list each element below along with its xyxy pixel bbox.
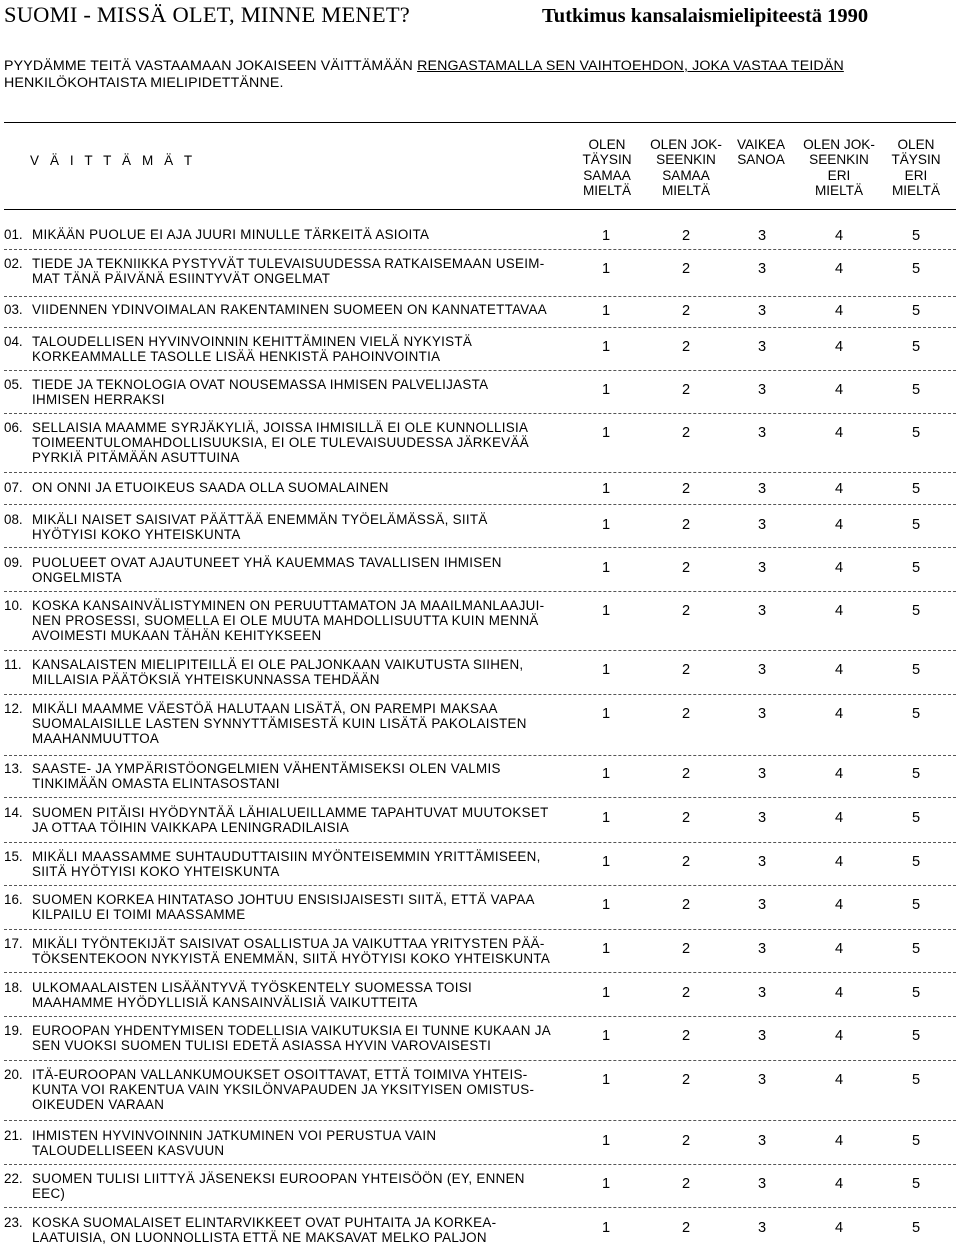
statement-text-line: EEC) [32,1186,66,1202]
answer-option-4[interactable]: 4 [834,517,844,533]
statement-text [32,377,572,407]
answer-option-3[interactable]: 3 [757,1176,767,1192]
answer-option-1[interactable]: 1 [601,228,611,244]
statement-text-line: SUOMEN KORKEA HINTATASO JOHTUU ENSISIJAISESTI SIITÄ, ETTÄ VAPAA [32,892,535,907]
answer-option-4[interactable]: 4 [834,766,844,782]
answer-option-5[interactable]: 5 [911,985,921,1001]
answer-option-2[interactable]: 2 [681,810,691,826]
answer-option-3[interactable]: 3 [757,1220,767,1236]
answer-option-5[interactable]: 5 [911,517,921,533]
statement-number: 20. [4,1067,23,1082]
answer-option-1[interactable]: 1 [601,339,611,355]
row-divider [4,755,956,756]
row-divider [4,472,956,473]
answer-option-4[interactable]: 4 [834,897,844,913]
statement-text-line: NEN PROSESSI, SUOMELLA EI OLE MUUTA MAHDOLLISUUTTA KUIN MENNÄ [32,613,539,629]
statement-text-line: SUOMEN PITÄISI HYÖDYNTÄÄ LÄHIALUEILLAMME TAPAHTUVAT MUUTOKSET [32,805,549,820]
answer-option-4[interactable]: 4 [834,1133,844,1149]
answer-option-3[interactable]: 3 [757,662,767,678]
row-divider [4,370,956,371]
statement-text-line: TALOUDELLISEEN KASVUUN [32,1143,225,1159]
answer-option-4[interactable]: 4 [834,1176,844,1192]
answer-option-1[interactable]: 1 [601,897,611,913]
answer-option-4[interactable]: 4 [834,1028,844,1044]
statement-number: 18. [4,980,23,995]
answer-option-2[interactable]: 2 [681,766,691,782]
answer-option-5[interactable]: 5 [911,1133,921,1149]
row-divider [4,547,956,548]
answer-option-1[interactable]: 1 [601,560,611,576]
answer-scale [578,425,921,443]
answer-option-2[interactable]: 2 [681,1176,691,1192]
statement-text [32,555,572,585]
answer-scale [578,1220,921,1238]
page-title: SUOMI - MISSÄ OLET, MINNE MENET? [4,2,410,27]
statement-number: 06. [4,420,23,435]
instructions-text: PYYDÄMME TEITÄ VASTAAMAAN JOKAISEEN VÄITTÄMÄÄN [4,58,418,74]
statement-number: 04. [4,334,23,349]
statement-text-line: ONGELMISTA [32,570,122,586]
answer-scale [578,1028,921,1046]
row-divider [4,1207,956,1208]
statement-text-line: MIKÄLI MAASSAMME SUHTAUDUTTAISIIN MYÖNTEISEMMIN YRITTÄMISEEN, [32,849,541,864]
answer-scale [578,706,921,724]
answer-option-3[interactable]: 3 [757,897,767,913]
answer-option-1[interactable]: 1 [601,941,611,957]
answer-option-4[interactable]: 4 [834,854,844,870]
answer-option-5[interactable]: 5 [911,1072,921,1088]
answer-option-4[interactable]: 4 [834,941,844,957]
row-divider [4,1164,956,1165]
header-bottom-rule [4,209,956,210]
answer-option-3[interactable]: 3 [757,228,767,244]
answer-option-1[interactable]: 1 [601,1028,611,1044]
column-header-2: OLEN JOK- SEENKIN SAMAA MIELTÄ [650,137,722,198]
answer-option-2[interactable]: 2 [681,1220,691,1236]
statement-text-line: MAT TÄNÄ PÄIVÄNÄ ESIINTYVÄT ONGELMAT [32,271,331,287]
answer-option-3[interactable]: 3 [757,303,767,319]
instructions [4,58,956,92]
answer-scale [578,1072,921,1090]
answer-option-3[interactable]: 3 [757,854,767,870]
answer-scale [578,481,921,499]
statement-text [32,302,572,317]
statement-number: 11. [4,657,22,672]
statement-text-line: KILPAILU EI TOIMI MAASSAMME [32,907,246,923]
statement-text-line: TALOUDELLISEN HYVINVOINNIN KEHITTÄMINEN VIELÄ NYKYISTÄ [32,334,473,349]
answer-option-1[interactable]: 1 [601,303,611,319]
statement-number: 03. [4,302,23,317]
row-divider [4,249,956,250]
statement-text-line: ON ONNI JA ETUOIKEUS SAADA OLLA SUOMALAINEN [32,480,389,495]
answer-scale [578,854,921,872]
statement-text [32,1067,572,1113]
statement-text [32,1215,572,1245]
answer-option-1[interactable]: 1 [601,766,611,782]
answer-option-2[interactable]: 2 [681,303,691,319]
answer-scale [578,303,921,321]
statement-text-line: PUOLUEET OVAT AJAUTUNEET YHÄ KAUEMMAS TAVALLISEN IHMISEN [32,555,502,570]
answer-option-1[interactable]: 1 [601,1176,611,1192]
statement-number: 22. [4,1171,23,1186]
answer-option-2[interactable]: 2 [681,382,691,398]
answer-scale [578,517,921,535]
answer-option-4[interactable]: 4 [834,706,844,722]
answer-option-4[interactable]: 4 [834,303,844,319]
statement-text [32,892,572,922]
answer-option-5[interactable]: 5 [911,228,921,244]
row-divider [4,972,956,973]
statement-text-line: SAASTE- JA YMPÄRISTÖONGELMIEN VÄHENTÄMISEKSI OLEN VALMIS [32,761,501,776]
answer-option-3[interactable]: 3 [757,261,767,277]
statement-number: 14. [4,805,23,820]
statement-text [32,256,572,286]
answer-option-4[interactable]: 4 [834,481,844,497]
row-divider [4,885,956,886]
statement-number: 08. [4,512,23,527]
statement-text-line: MIKÄLI TYÖNTEKIJÄT SAISIVAT OSALLISTUA JA VAIKUTTAA YRITYSTEN PÄÄ- [32,936,545,951]
statement-text-line: MIKÄLI MAAMME VÄESTÖÄ HALUTAAN LISÄTÄ, ON PAREMPI MAKSAA [32,701,498,716]
answer-option-3[interactable]: 3 [757,481,767,497]
answer-option-2[interactable]: 2 [681,941,691,957]
answer-scale [578,382,921,400]
statement-text-line: HYÖTYISI KOKO YHTEISKUNTA [32,527,241,543]
header-top-rule [4,122,956,123]
answer-option-4[interactable]: 4 [834,1220,844,1236]
answer-option-1[interactable]: 1 [601,1220,611,1236]
statement-text-line: PYRKIÄ PITÄMÄÄN ASUTTUINA [32,450,240,466]
answer-option-3[interactable]: 3 [757,1133,767,1149]
statement-text-line: ULKOMAALAISTEN LISÄÄNTYVÄ TYÖSKENTELY SUOMESSA TOISI [32,980,473,995]
statement-text-line: KANSALAISTEN MIELIPITEILLÄ EI OLE PALJONKAAN VAIKUTUSTA SIIHEN, [32,657,524,672]
statement-text-line: KOSKA KANSAINVÄLISTYMINEN ON PERUUTTAMATON JA MAAILMANLAAJUI- [32,598,545,613]
statement-text-line: TÖKSENTEKOON NYKYISTÄ ENEMMÄN, SIITÄ HYÖTYISI KOKO YHTEISKUNTA [32,951,551,967]
statement-text-line: TINKIMÄÄN OMASTA ELINTASOSTANI [32,776,280,792]
statement-text-line: MIKÄÄN PUOLUE EI AJA JUURI MINULLE TÄRKEITÄ ASIOITA [32,227,430,242]
statement-text-line: MILLAISIA PÄÄTÖKSIÄ YHTEISKUNNASSA TEHDÄÄN [32,672,380,688]
answer-option-2[interactable]: 2 [681,560,691,576]
answer-option-2[interactable]: 2 [681,425,691,441]
answer-option-4[interactable]: 4 [834,603,844,619]
statement-text-line: OIKEUDEN VARAAN [32,1097,165,1113]
answer-scale [578,766,921,784]
statement-text-line: SUOMALAISILLE LASTEN SYNNYTTÄMISESTÄ KUIN LISÄTÄ PAKOLAISTEN [32,716,527,732]
answer-option-4[interactable]: 4 [834,810,844,826]
column-header-3: VAIKEA SANOA [736,137,786,168]
statement-text [32,761,572,791]
answer-option-1[interactable]: 1 [601,662,611,678]
answer-option-1[interactable]: 1 [601,261,611,277]
statement-text-line: SELLAISIA MAAMME SYRJÄKYLIÄ, JOISSA IHMISILLÄ EI OLE KUNNOLLISIA [32,420,529,435]
answer-option-4[interactable]: 4 [834,382,844,398]
statement-number: 09. [4,555,23,570]
statement-text [32,334,572,364]
statement-text-line: SEN VUOKSI SUOMEN TULISI EDETÄ ASIASSA HYVIN VAROVAISESTI [32,1038,492,1054]
answer-scale [578,603,921,621]
statement-number: 01. [4,227,23,242]
answer-option-4[interactable]: 4 [834,261,844,277]
answer-option-5[interactable]: 5 [911,382,921,398]
answer-option-2[interactable]: 2 [681,1028,691,1044]
statement-text [32,701,572,747]
statement-text-line: JA OTTAA TÖIHIN VAIKKAPA LENINGRADILAISIA [32,820,350,836]
answer-option-2[interactable]: 2 [681,481,691,497]
row-divider [4,797,956,798]
answer-option-1[interactable]: 1 [601,382,611,398]
answer-option-5[interactable]: 5 [911,425,921,441]
answer-option-5[interactable]: 5 [911,603,921,619]
row-divider [4,413,956,414]
answer-option-1[interactable]: 1 [601,481,611,497]
statement-number: 12. [4,701,23,716]
answer-option-4[interactable]: 4 [834,662,844,678]
answer-scale [578,1133,921,1151]
answer-option-2[interactable]: 2 [681,854,691,870]
answer-option-5[interactable]: 5 [911,897,921,913]
column-header-1: OLEN TÄYSIN SAMAA MIELTÄ [582,137,632,198]
answer-option-5[interactable]: 5 [911,662,921,678]
statement-text-line: IHMISEN HERRAKSI [32,392,165,408]
statement-text-line: MAAHANMUUTTOA [32,731,160,747]
answer-option-4[interactable]: 4 [834,985,844,1001]
answer-option-5[interactable]: 5 [911,481,921,497]
answer-option-1[interactable]: 1 [601,1133,611,1149]
answer-option-4[interactable]: 4 [834,228,844,244]
answer-scale [578,1176,921,1194]
answer-option-1[interactable]: 1 [601,810,611,826]
statement-number: 15. [4,849,23,864]
answer-option-1[interactable]: 1 [601,425,611,441]
answer-option-1[interactable]: 1 [601,517,611,533]
answer-option-3[interactable]: 3 [757,425,767,441]
row-divider [4,694,956,695]
statement-text-line: TOIMEENTULOMAHDOLLISUUKSIA, EI OLE TULEVAISUUDESSA JÄRKEVÄÄ [32,435,529,451]
answer-option-5[interactable]: 5 [911,766,921,782]
statement-text-line: VIIDENNEN YDINVOIMALAN RAKENTAMINEN SUOMEEN ON KANNATETTAVAA [32,302,548,317]
row-divider [4,929,956,930]
statement-text-line: MIKÄLI NAISET SAISIVAT PÄÄTTÄÄ ENEMMÄN TYÖELÄMÄSSÄ, SIITÄ [32,512,488,527]
answer-option-2[interactable]: 2 [681,1072,691,1088]
answer-scale [578,810,921,828]
statement-number: 23. [4,1215,23,1230]
statement-number: 21. [4,1128,23,1143]
answer-option-3[interactable]: 3 [757,706,767,722]
answer-option-3[interactable]: 3 [757,810,767,826]
answer-scale [578,339,921,357]
statement-number: 13. [4,761,23,776]
statement-text-line: KORKEAMMALLE TASOLLE LISÄÄ HENKISTÄ PAHOINVOINTIA [32,349,441,365]
answer-option-2[interactable]: 2 [681,985,691,1001]
answer-option-2[interactable]: 2 [681,603,691,619]
statement-number: 17. [4,936,23,951]
answer-option-3[interactable]: 3 [757,560,767,576]
statement-text-line: LAATUISIA, ON LUONNOLLISTA ETTÄ NE MAKSAVAT MELKO PALJON [32,1230,487,1246]
answer-option-1[interactable]: 1 [601,1072,611,1088]
statement-text [32,1171,572,1201]
answer-option-5[interactable]: 5 [911,1028,921,1044]
page-subtitle: Tutkimus kansalaismielipiteestä 1990 [542,5,869,27]
statement-number: 07. [4,480,23,495]
statement-text [32,420,572,466]
answer-option-3[interactable]: 3 [757,517,767,533]
answer-option-3[interactable]: 3 [757,1028,767,1044]
row-divider [4,296,956,297]
answer-option-5[interactable]: 5 [911,1176,921,1192]
statement-text-line: KUNTA VOI RAKENTUA VAIN YKSILÖNVAPAUDEN JA YKSITYISEN OMISTUS- [32,1082,535,1098]
statement-text [32,936,572,966]
answer-scale [578,941,921,959]
answer-option-5[interactable]: 5 [911,560,921,576]
instructions-line2: HENKILÖKOHTAISTA MIELIPIDETTÄNNE. [4,75,284,91]
answer-scale [578,985,921,1003]
answer-option-4[interactable]: 4 [834,560,844,576]
answer-option-3[interactable]: 3 [757,941,767,957]
row-divider [4,1060,956,1061]
row-divider [4,591,956,592]
answer-option-2[interactable]: 2 [681,1133,691,1149]
answer-option-3[interactable]: 3 [757,985,767,1001]
answer-option-4[interactable]: 4 [834,339,844,355]
answer-option-2[interactable]: 2 [681,662,691,678]
statement-text-line: AVOIMESTI MUKAAN TÄHÄN KEHITYKSEEN [32,628,322,644]
row-divider [4,1016,956,1017]
row-divider [4,504,956,505]
statement-text-line: EUROOPAN YHDENTYMISEN TODELLISIA VAIKUTUKSIA EI TUNNE KUKAAN JA [32,1023,551,1038]
statement-text [32,1128,572,1158]
row-divider [4,1120,956,1121]
answer-scale [578,662,921,680]
statement-text-line: IHMISTEN HYVINVOINNIN JATKUMINEN VOI PERUSTUA VAIN [32,1128,437,1143]
answer-option-2[interactable]: 2 [681,517,691,533]
statement-text [32,480,572,495]
statement-text [32,980,572,1010]
answer-option-3[interactable]: 3 [757,766,767,782]
statement-text [32,512,572,542]
statement-text-line: MAAHAMME HYÖDYLLISIÄ KANSAINVÄLISIÄ VAIKUTTEITA [32,995,418,1011]
answer-option-5[interactable]: 5 [911,339,921,355]
answer-option-5[interactable]: 5 [911,261,921,277]
statement-number: 05. [4,377,23,392]
answer-option-5[interactable]: 5 [911,941,921,957]
answer-option-1[interactable]: 1 [601,985,611,1001]
statement-number: 10. [4,598,23,613]
answer-scale [578,897,921,915]
answer-option-5[interactable]: 5 [911,854,921,870]
statement-text-line: KOSKA SUOMALAISET ELINTARVIKKEET OVAT PUHTAITA JA KORKEA- [32,1215,497,1230]
answer-option-2[interactable]: 2 [681,339,691,355]
page-header [4,2,956,32]
row-divider [4,327,956,328]
statement-text [32,657,572,687]
answer-option-2[interactable]: 2 [681,228,691,244]
statement-number: 19. [4,1023,23,1038]
answer-option-3[interactable]: 3 [757,1072,767,1088]
answer-scale [578,261,921,279]
answer-option-5[interactable]: 5 [911,810,921,826]
statement-text [32,805,572,835]
answer-option-1[interactable]: 1 [601,603,611,619]
answer-option-4[interactable]: 4 [834,1072,844,1088]
statement-text-line: ITÄ-EUROOPAN VALLANKUMOUKSET OSOITTAVAT, ETTÄ TOIMIVA YHTEIS- [32,1067,528,1082]
statement-text [32,1023,572,1053]
answer-option-2[interactable]: 2 [681,706,691,722]
answer-option-4[interactable]: 4 [834,425,844,441]
answer-option-1[interactable]: 1 [601,854,611,870]
statement-text-line: TIEDE JA TEKNOLOGIA OVAT NOUSEMASSA IHMISEN PALVELIJASTA [32,377,489,392]
column-header-5: OLEN TÄYSIN ERI MIELTÄ [891,137,941,198]
column-header-4: OLEN JOK- SEENKIN ERI MIELTÄ [803,137,875,198]
answer-option-5[interactable]: 5 [911,1220,921,1236]
answer-option-3[interactable]: 3 [757,382,767,398]
answer-option-3[interactable]: 3 [757,339,767,355]
statement-text [32,227,572,242]
statement-text-line: SIITÄ HYÖTYISI KOKO YHTEISKUNTA [32,864,280,880]
answer-option-2[interactable]: 2 [681,897,691,913]
statement-text-line: SUOMEN TULISI LIITTYÄ JÄSENEKSI EUROOPAN YHTEISÖÖN (EY, ENNEN [32,1171,525,1186]
answer-option-5[interactable]: 5 [911,303,921,319]
answer-option-2[interactable]: 2 [681,261,691,277]
answer-option-1[interactable]: 1 [601,706,611,722]
statement-text [32,598,572,644]
answer-option-3[interactable]: 3 [757,603,767,619]
statement-text [32,849,572,879]
answer-option-5[interactable]: 5 [911,706,921,722]
instructions-underlined: RENGASTAMALLA SEN VAIHTOEHDON, JOKA VASTAA TEIDÄN [417,58,844,74]
row-divider [4,650,956,651]
statements-column-label: V Ä I T T Ä M Ä T [30,153,196,168]
statement-text-line: TIEDE JA TEKNIIKKA PYSTYVÄT TULEVAISUUDESSA RATKAISEMAAN USEIM- [32,256,545,271]
answer-scale [578,560,921,578]
statement-number: 02. [4,256,23,271]
answer-scale [578,228,921,246]
row-divider [4,842,956,843]
statement-number: 16. [4,892,23,907]
